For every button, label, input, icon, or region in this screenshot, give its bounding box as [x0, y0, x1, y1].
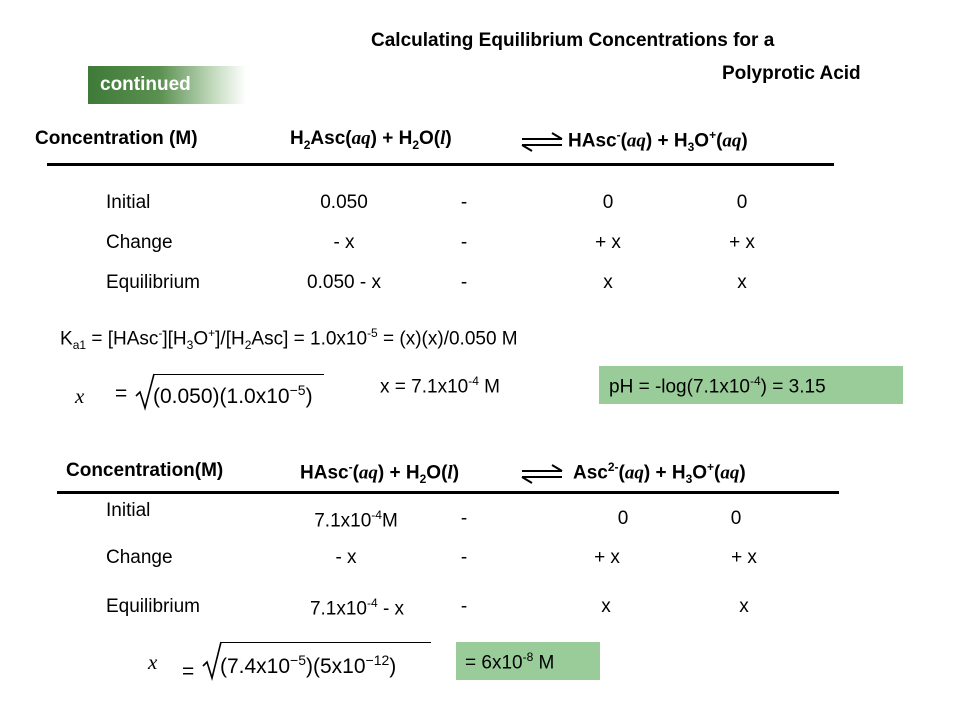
table1-row-change-c1: - x — [333, 232, 355, 253]
table1-header-label: Concentration (M) — [35, 128, 198, 149]
table2-row-initial-c2: - — [460, 508, 468, 529]
equilibrium-arrow-icon — [520, 132, 564, 152]
sqrt-formula-1: x = $(0.050)(1.0x10^{-5})$ — [75, 372, 330, 412]
table1-row-initial-c4: 0 — [736, 192, 748, 213]
table2-row-equilibrium-c4: x — [739, 596, 749, 617]
sqrt-formula-2: x = $(7.4x10^{-5})(5x10^{-12})$ — [148, 640, 438, 682]
x-result-1: $x = 7.1x10^{-4}$ M — [380, 374, 500, 398]
table1-row-change-label: Change — [106, 232, 173, 253]
table1-row-initial-c1: 0.050 — [320, 192, 368, 213]
table2-row-change-c3: + x — [594, 547, 620, 568]
table1-row-change-c4: + x — [729, 232, 755, 253]
table2-row-initial-c4: 0 — [730, 508, 742, 529]
continued-label: continued — [100, 74, 191, 95]
table2-row-initial-c1: $7.1x10^{-4}M$ — [314, 508, 398, 532]
ph-result-box: pH = $-\log(7.1x10^{-4}) = 3.15$ — [599, 366, 903, 404]
table2-row-change-c1: - x — [335, 547, 357, 568]
table1-row-change-c3: + x — [595, 232, 621, 253]
final-result-box: = $6x10^{-8}$ M — [456, 642, 600, 680]
table1-row-initial-c2: - — [460, 192, 468, 213]
continued-badge — [88, 66, 246, 104]
table1-row-change-c2: - — [460, 232, 468, 253]
table2-row-equilibrium-c1: $7.1x10^{-4}$ - x — [309, 596, 405, 620]
table2-row-change-c4: + x — [731, 547, 757, 568]
table1-row-initial-label: Initial — [106, 192, 151, 213]
table1-row-initial-c3: 0 — [602, 192, 614, 213]
page-title-line2: Polyprotic Acid — [722, 63, 861, 84]
table2-row-initial-c3: 0 — [617, 508, 629, 529]
table1-row-equilibrium-c2: - — [460, 272, 468, 293]
table1-reaction-right: HAsc-(aq) + $H_3O^+(aq)$ — [568, 128, 748, 155]
table2-row-initial-label: Initial — [106, 500, 151, 521]
table1-row-equilibrium-c4: x — [737, 272, 747, 293]
table2-reaction-right: $Asc^{2-}(aq) + H_3O^+(aq)$ — [573, 460, 746, 487]
table2-row-change-label: Change — [106, 547, 173, 568]
ka-expression: $K_{a1}$ = $[HAsc^-][H_3O^+]/[H_2Asc] = 1.0x10^{-5} = (x)(x)/0.050$ M — [60, 326, 518, 353]
table1-row-equilibrium-label: Equilibrium — [106, 272, 200, 293]
table2-header-label: Concentration(M) — [66, 460, 224, 481]
table2-row-equilibrium-label: Equilibrium — [106, 596, 200, 617]
table1-rule — [47, 163, 834, 166]
table1-row-equilibrium-c3: x — [603, 272, 613, 293]
table1-row-equilibrium-c1: 0.050 - x — [307, 272, 381, 293]
table1-reaction-left: $H_2Asc(aq) + H_2O(l)$ — [290, 128, 452, 152]
table2-row-equilibrium-c3: x — [601, 596, 611, 617]
table2-reaction-left: HAsc-(aq) + $H_2O(l)$ — [300, 460, 460, 487]
table2-row-equilibrium-c2: - — [460, 596, 468, 617]
equilibrium-arrow-icon — [520, 464, 564, 484]
table2-row-change-c2: - — [460, 547, 468, 568]
page-title-line1: Calculating Equilibrium Concentrations for a — [371, 30, 775, 51]
table2-rule — [57, 491, 839, 494]
